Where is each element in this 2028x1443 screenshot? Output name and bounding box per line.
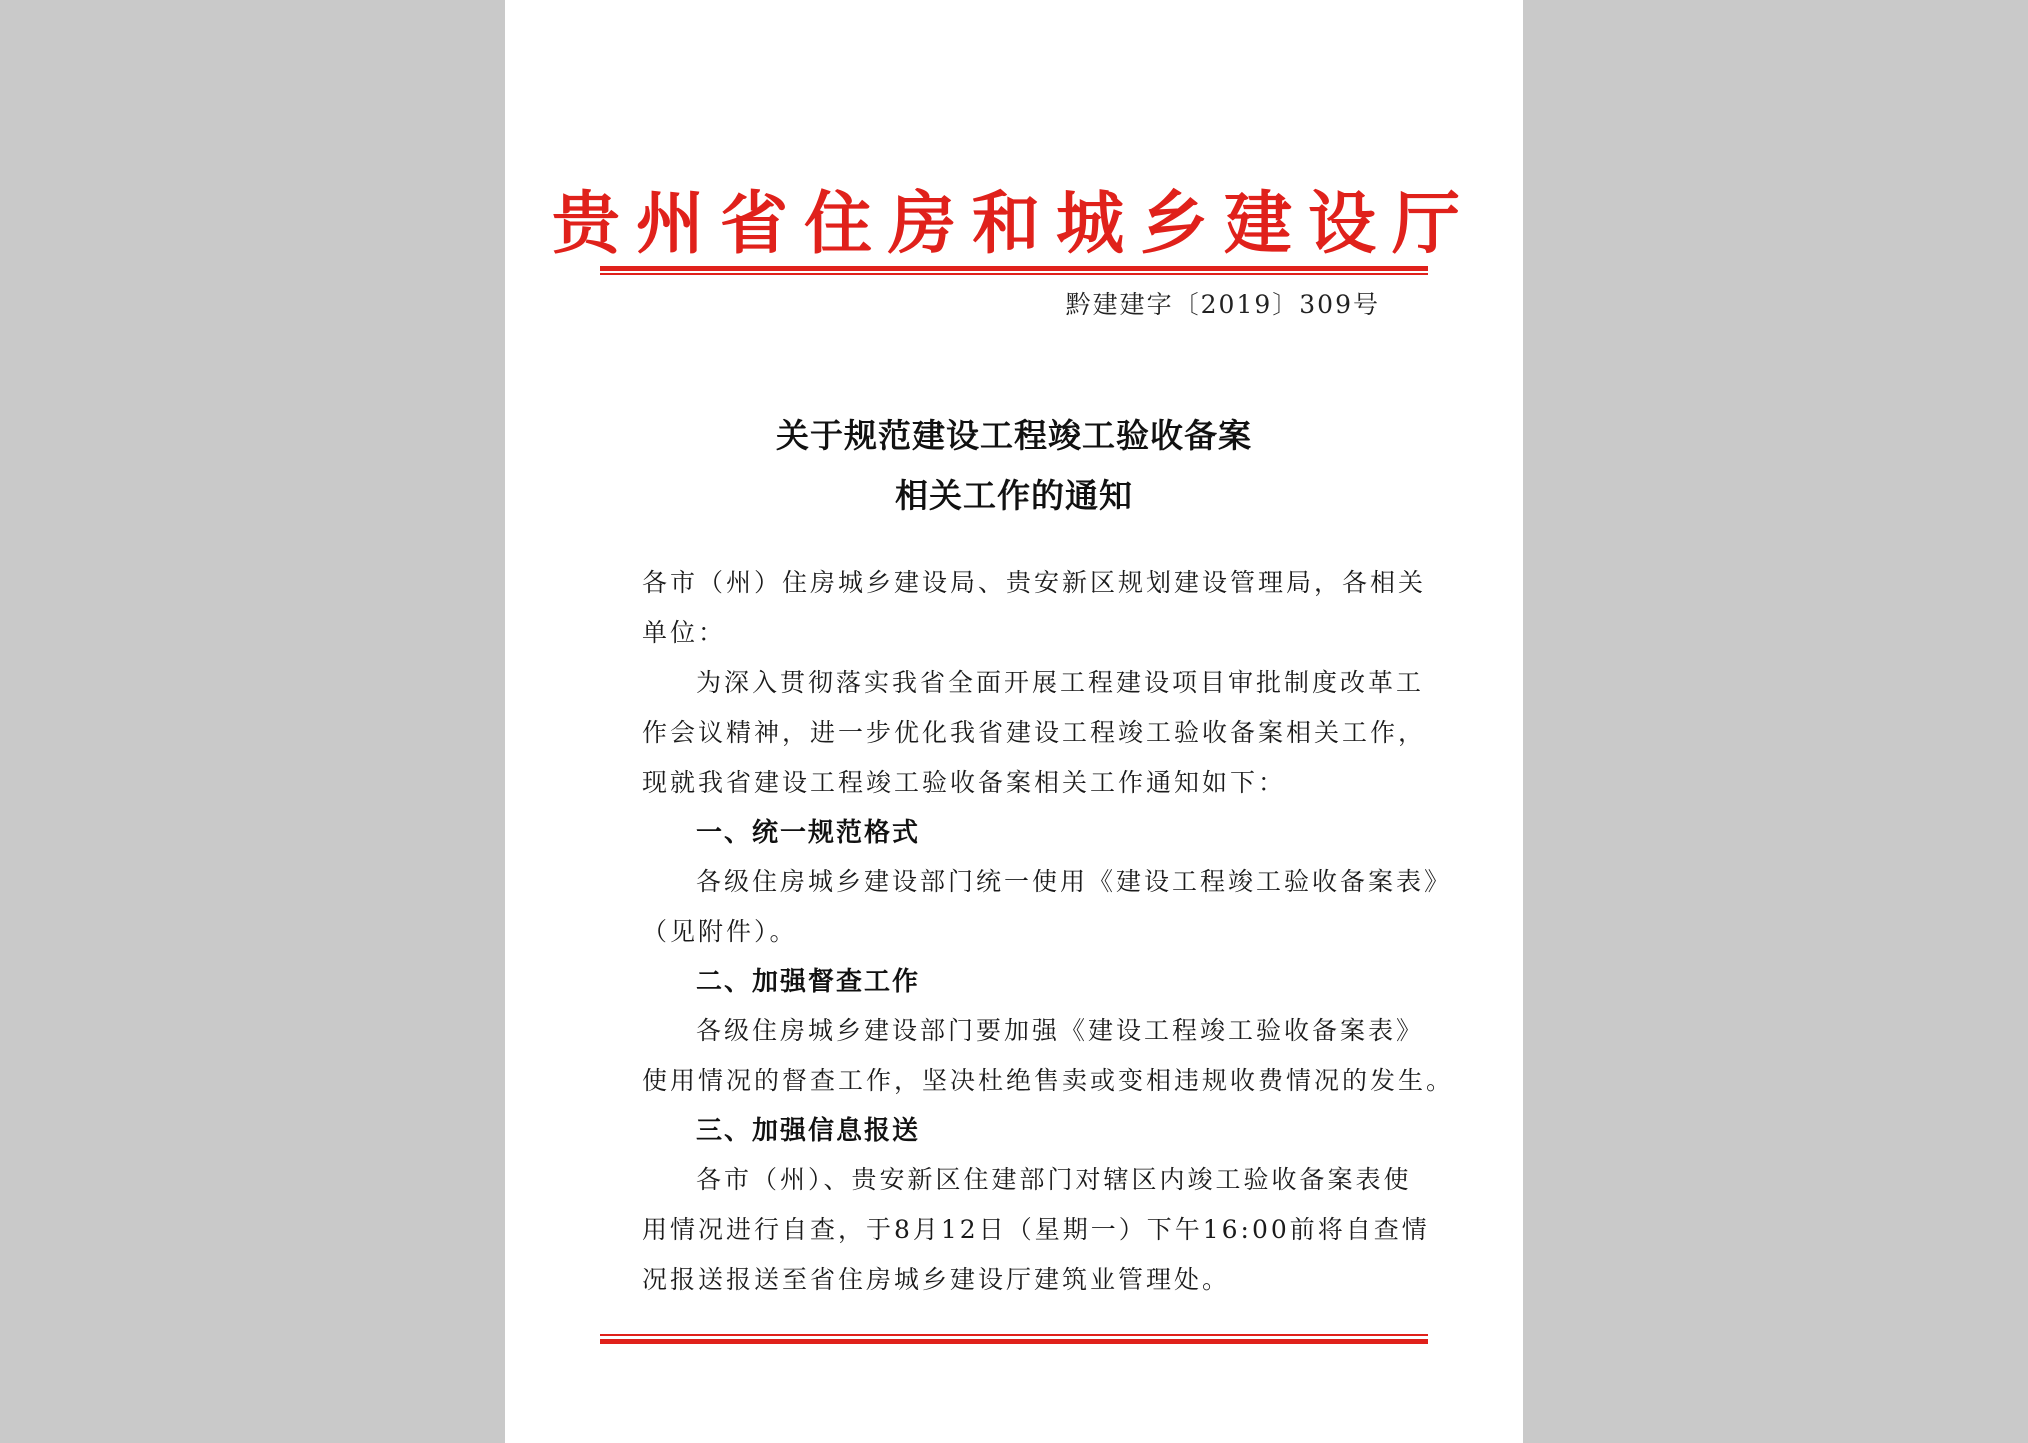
section-2-line-1: 各级住房城乡建设部门要加强《建设工程竣工验收备案表》	[696, 1016, 1425, 1045]
section-1-line-2: （见附件）。	[642, 917, 798, 946]
header-rule-thin	[600, 273, 1428, 275]
section-1-heading: 一、统一规范格式	[696, 818, 921, 848]
footer-rule-thick	[600, 1339, 1428, 1344]
notice-title-line-1: 关于规范建设工程竣工验收备案	[776, 416, 1252, 455]
section-2-line-2: 使用情况的督查工作，坚决杜绝售卖或变相违规收费情况的发生。	[642, 1066, 1455, 1095]
section-3-line-2: 用情况进行自查，于8月12日（星期一）下午16:00前将自查情	[642, 1215, 1430, 1244]
document-number: 黔建建字〔2019〕309号	[1065, 290, 1380, 319]
footer-rule-thin	[600, 1334, 1428, 1336]
addressee-line-1: 各市（州）住房城乡建设局、贵安新区规划建设管理局，各相关	[642, 568, 1427, 597]
section-1-line-1: 各级住房城乡建设部门统一使用《建设工程竣工验收备案表》	[696, 867, 1453, 896]
notice-title-line-2: 相关工作的通知	[895, 476, 1133, 515]
document-page	[505, 0, 1523, 1443]
section-3-heading: 三、加强信息报送	[696, 1116, 921, 1146]
intro-line-2: 作会议精神，进一步优化我省建设工程竣工验收备案相关工作，	[642, 718, 1427, 747]
header-rule-thick	[600, 266, 1428, 271]
intro-line-3: 现就我省建设工程竣工验收备案相关工作通知如下：	[642, 768, 1287, 797]
section-3-line-3: 况报送报送至省住房城乡建设厅建筑业管理处。	[642, 1265, 1231, 1294]
section-2-heading: 二、加强督查工作	[696, 967, 921, 997]
addressee-line-2: 单位：	[642, 618, 727, 647]
section-3-line-1: 各市（州）、贵安新区住建部门对辖区内竣工验收备案表使	[696, 1165, 1412, 1194]
letterhead-title: 贵州省住房和城乡建设厅	[551, 184, 1476, 264]
intro-line-1: 为深入贯彻落实我省全面开展工程建设项目审批制度改革工	[696, 668, 1425, 697]
